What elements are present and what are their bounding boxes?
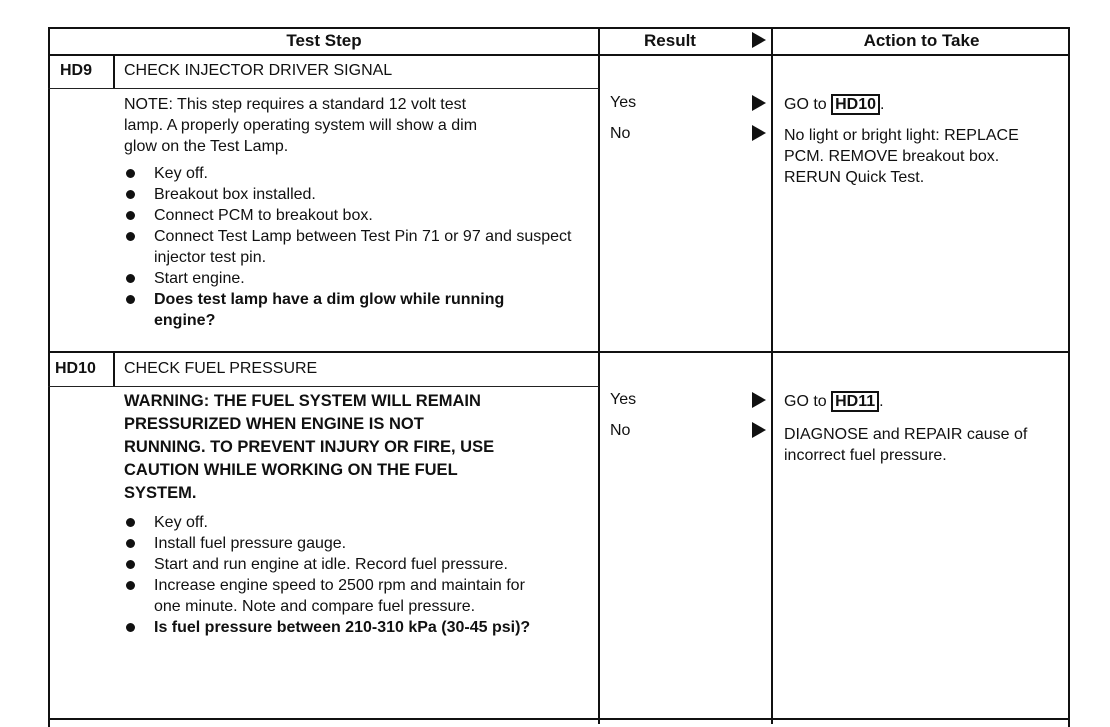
column-divider-action [771,27,773,724]
step-title-hd9: CHECK INJECTOR DRIVER SIGNAL [124,62,393,79]
bullet-hd10-5: Is fuel pressure between 210-310 kPa (30-45 psi)? [122,617,544,638]
result-hd10-no-arrow-icon [752,422,766,438]
warning-hd10-line2: PRESSURIZED WHEN ENGINE IS NOT [124,415,424,433]
bullet-hd9-2: Breakout box installed. [122,184,582,205]
header-divider [48,54,1070,56]
header-test-step: Test Step [286,31,362,50]
action-hd9-no: No light or bright light: REPLACE PCM. REMOVE breakout box. RERUN Quick Test. [784,127,1019,186]
action-hd9-yes-prefix: GO to [784,96,832,113]
bullet-hd9-6: Does test lamp have a dim glow while running engine? [122,289,534,331]
bullet-hd10-2: Install fuel pressure gauge. [122,533,562,554]
id-column-divider-hd9 [113,54,115,88]
action-hd10-yes-ref: HD11 [831,391,879,412]
step-title-underline-hd10 [48,386,599,387]
note-hd9-line1: NOTE: This step requires a standard 12 volt test [124,96,467,113]
action-hd9-yes-suffix: . [880,96,885,113]
id-column-divider-hd10 [113,352,115,386]
bullet-list-hd10 [122,512,562,638]
bullet-hd9-5: Start engine. [122,268,582,289]
step-title-hd10: CHECK FUEL PRESSURE [124,360,318,377]
bullet-list-hd9 [122,163,582,331]
warning-hd10-line4: CAUTION WHILE WORKING ON THE FUEL [124,461,458,479]
note-hd9-line3: glow on the Test Lamp. [124,138,289,155]
bullet-hd9-4: Connect Test Lamp between Test Pin 71 or 97 and suspect injector test pin. [122,226,582,268]
action-hd9-yes [784,94,884,115]
bullet-hd10-4: Increase engine speed to 2500 rpm and maintain for one minute. Note and compare fuel pressure. [122,575,554,617]
bullet-hd10-1: Key off. [122,512,562,533]
bullet-hd10-3: Start and run engine at idle. Record fuel pressure. [122,554,544,575]
action-hd9-yes-ref: HD10 [831,94,880,115]
bullet-hd9-1: Key off. [122,163,582,184]
warning-hd10-line5: SYSTEM. [124,484,197,502]
result-hd9-no-arrow-icon [752,125,766,141]
result-hd10-yes-arrow-icon [752,392,766,408]
header-action: Action to Take [863,31,980,50]
action-hd10-no: DIAGNOSE and REPAIR cause of incorrect fuel pressure. [784,426,1028,464]
result-hd9-yes-arrow-icon [752,95,766,111]
action-hd10-yes [784,391,884,412]
header-result: Result [644,31,696,50]
column-divider-result [598,27,600,724]
header-arrow-icon [752,32,766,48]
note-hd9-line2: lamp. A properly operating system will show a dim [124,117,478,134]
result-hd9-yes: Yes [610,94,637,111]
step-divider-hd10 [48,351,1070,353]
bullet-hd9-3: Connect PCM to breakout box. [122,205,582,226]
action-hd10-yes-prefix: GO to [784,393,832,410]
step-id-hd9: HD9 [60,62,93,79]
action-hd10-yes-suffix: . [879,393,884,410]
warning-hd10-line1: WARNING: THE FUEL SYSTEM WILL REMAIN [124,392,481,410]
warning-hd10-line3: RUNNING. TO PREVENT INJURY OR FIRE, USE [124,438,495,456]
step-title-underline-hd9 [48,88,599,89]
step-id-hd10: HD10 [55,360,96,377]
step-divider-next [48,718,1070,720]
result-hd10-no: No [610,422,631,439]
result-hd9-no: No [610,125,631,142]
result-hd10-yes: Yes [610,391,637,408]
